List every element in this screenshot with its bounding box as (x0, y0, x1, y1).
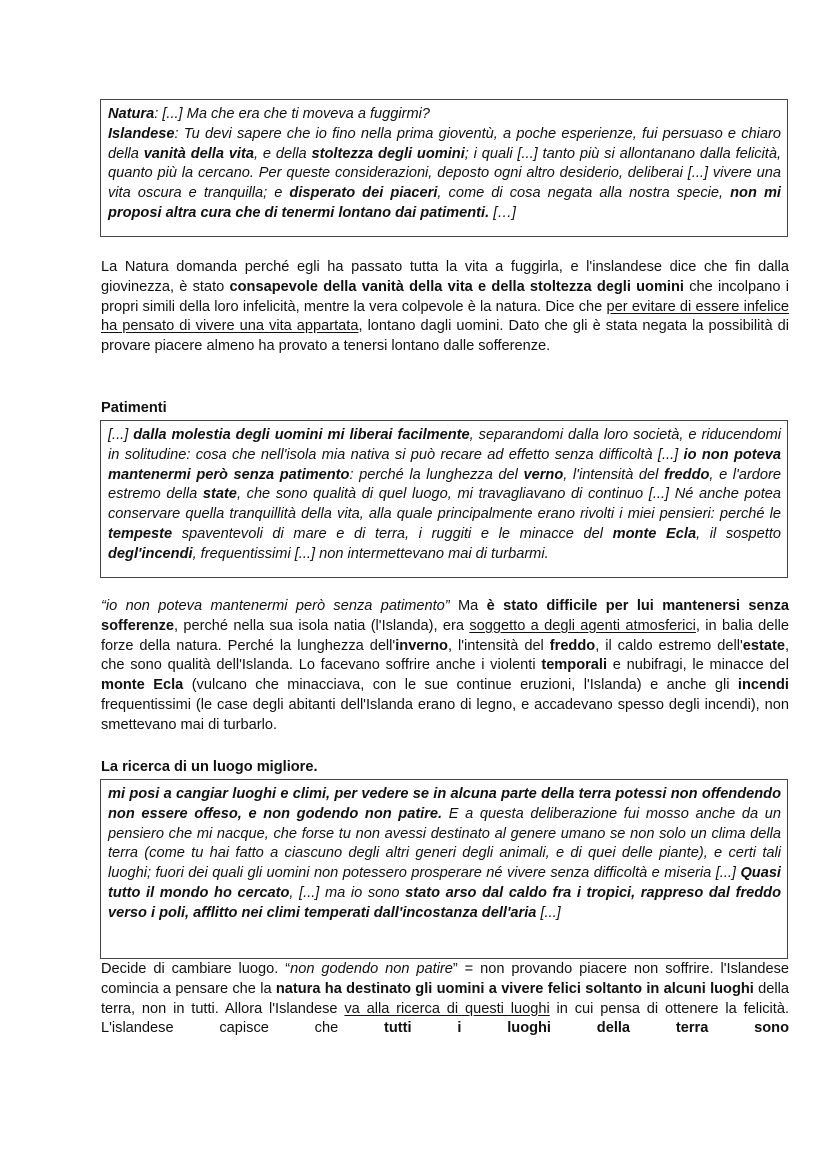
natura-text: : [...] Ma che era che ti moveva a fuggirmi? (154, 106, 431, 122)
emphasis: degl'incendi (108, 545, 193, 562)
emphasis: non mi proposi altra cura che di tenermi lontano dai patimenti. (108, 185, 781, 221)
underlined-text: va alla ricerca di questi luoghi (344, 1000, 550, 1017)
text: , il sospetto (696, 525, 782, 542)
emphasis: freddo (664, 466, 710, 483)
underlined-text: per evitare di essere infelice ha pensato di vivere una vita appartata (101, 298, 789, 335)
emphasis: è stato difficile per lui mantenersi senza sofferenze (101, 598, 789, 634)
emphasis: Quasi tutto il mondo ho cercato (108, 865, 781, 901)
text: , in balia delle forze della natura. Perché la lunghezza dell' (101, 617, 790, 654)
text: , perché nella sua isola natia (l'Islanda), era (174, 617, 470, 634)
text: , frequentissimi [...] non intermettevano mai di turbarmi. (192, 545, 549, 562)
commentary-paragraph-1 (101, 258, 789, 357)
emphasis: natura ha destinato gli uomini a vivere felici soltanto in alcuni luoghi (275, 980, 754, 997)
text: , lontano dagli uomini. Dato che gli è stata negata la possibilità di provare piacere almeno ha provato a tenersi lontano dalle sofferenze. (101, 318, 789, 355)
emphasis: temporali (541, 657, 608, 674)
emphasis: vanità della vita (143, 145, 254, 162)
emphasis: stato arso dal caldo fra i tropici, rappreso dal freddo verso i poli, afflitto nei climi temperati dall'incostanza dell'aria (108, 884, 781, 921)
speaker-natura: Natura (108, 106, 155, 122)
emphasis: disperato dei piaceri (289, 185, 438, 202)
quote-line-islandese (108, 125, 781, 224)
speaker-islandese: Islandese (108, 125, 175, 142)
text: (vulcano che minacciava, con le sue continue eruzioni, l'Islanda) e anche gli (183, 677, 738, 694)
emphasis: monte Ecla (612, 525, 697, 542)
underlined-text: soggetto a degli agenti atmosferici (469, 617, 696, 634)
text: [...] (536, 904, 561, 921)
quote-box-dialogue (100, 99, 788, 237)
text: E a questa deliberazione fui mosso anche da un pensiero che mi nacque, che forse tu non avessi destinato al genere umano se non solo un clima della terra (come tu hai fatto a ciascuno degli altri generi degli animali, e di quei delle piante), e certi tali luoghi; fuori dei quali gli uomini non potessero prosperare né vivere senza difficoltà e miseria [...] (108, 805, 781, 882)
text: , separandomi dalla loro società, e riducendomi in solitudine: cosa che nell'isola mia nativa si può recare ad effetto senza difficoltà [...] (108, 427, 782, 463)
text: [...] (108, 427, 134, 443)
commentary-paragraph-2 (101, 597, 789, 736)
text: , l'intensità del (563, 466, 664, 483)
emphasis: incendi (737, 677, 789, 694)
text: : perché la lunghezza del (349, 466, 524, 483)
text: , che sono qualità dell'Islanda. Lo facevano soffrire anche i violenti (101, 637, 789, 674)
emphasis: monte Ecla (101, 677, 184, 694)
text: e nubifragi, le minacce del (607, 657, 789, 674)
emphasis: consapevole della vanità della vita e della stoltezza degli uomini (229, 278, 684, 295)
quote-box-patimenti (100, 420, 788, 578)
text: […] (489, 204, 516, 221)
text: Decide di cambiare luogo. “ (101, 961, 291, 977)
quote-box-ricerca (100, 779, 788, 959)
quoted-text: non godendo non patire (290, 961, 453, 977)
text: spaventevoli di mare e di terra, i ruggiti e le minacce del (172, 525, 613, 542)
section-heading-patimenti: Patimenti (101, 400, 167, 416)
text: , e della (253, 145, 312, 162)
emphasis: tutti i luoghi della terra sono (384, 1020, 789, 1037)
quote-line-natura (108, 105, 781, 125)
text: , e l'ardore estremo della (108, 466, 781, 503)
text: La Natura domanda perché egli ha passato tutta la vita a fuggirla, e l'inslandese dice che fin dalla giovinezza, è stato (101, 259, 789, 295)
text: , che sono qualità di quel luogo, mi travagliavano di continuo [...] Né anche potea conservare quella tranquillità della vita, alla quale principalmente erano rivolti i miei pensieri: perché le (108, 486, 781, 523)
text: , [...] ma io sono (289, 884, 406, 901)
text: della terra, non in tutti. Allora l'Islandese (101, 980, 790, 1017)
text: che incolpano i propri simili della loro infelicità, mentre la vera colpevole è la natura. Dice che (101, 278, 789, 315)
emphasis: tempeste (108, 525, 173, 542)
quoted-text: “io non poteva mantenermi però senza patimento” (101, 598, 450, 614)
emphasis: inverno (395, 637, 448, 654)
emphasis: io non poteva mantenermi però senza patimento (108, 446, 782, 483)
text: ” = non provando piacere non soffrire. l'Islandese comincia a pensare che la (101, 961, 790, 997)
emphasis: state (202, 486, 237, 503)
text: ; i quali [...] tanto più si allontanano dalla felicità, quanto più la cercano. Per queste considerazioni, deposto ogni altro desiderio, deliberai [...] vivere una vita oscura e tranquilla; e (108, 145, 781, 202)
emphasis: stoltezza degli uomini (311, 145, 465, 162)
text: frequentissimi (le case degli abitanti dell'Islanda erano di legno, e accadevano spesso degli incendi), non smettevano mai di turbarlo. (101, 696, 789, 733)
emphasis: estate (742, 637, 785, 654)
text: , come di cosa negata alla nostra specie, (437, 185, 731, 202)
emphasis: freddo (549, 637, 596, 654)
commentary-paragraph-3 (101, 960, 789, 1039)
text: : Tu devi sapere che io fino nella prima gioventù, a poche esperienze, fui persuaso e chiaro della (108, 125, 781, 162)
section-heading-ricerca: La ricerca di un luogo migliore. (101, 759, 318, 775)
emphasis: mi posi a cangiar luoghi e climi, per vedere se in alcuna parte della terra potessi non offendendo non essere offeso, e non godendo non patire. (108, 786, 781, 822)
text: , il caldo estremo dell' (595, 637, 743, 654)
text: Ma (449, 598, 487, 614)
emphasis: verno (523, 466, 564, 483)
text: in cui pensa di ottenere la felicità. L'islandese capisce che (101, 1000, 789, 1037)
emphasis: dalla molestia degli uomini mi liberai facilmente (133, 427, 470, 443)
text: , l'intensità del (447, 637, 550, 654)
